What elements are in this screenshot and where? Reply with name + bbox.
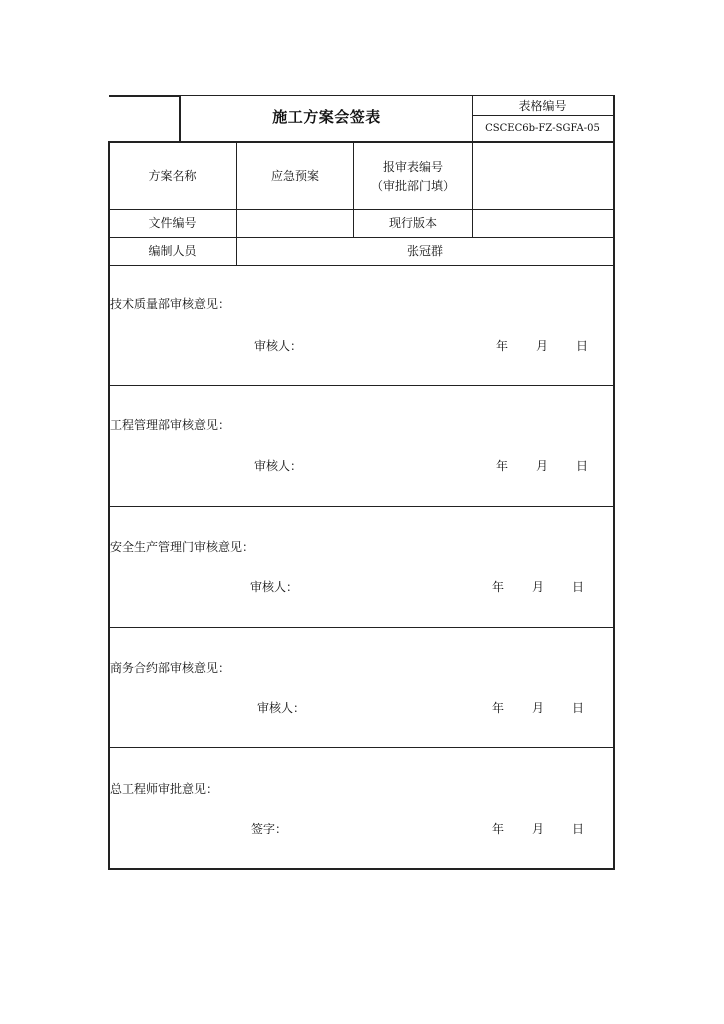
header-bottom-border bbox=[109, 141, 615, 143]
year-label: 年 bbox=[496, 459, 509, 473]
plan-name-value: 应急预案 bbox=[270, 169, 319, 183]
section-title: 商务合约部审核意见： bbox=[110, 661, 231, 675]
month-label: 月 bbox=[536, 459, 549, 473]
report-no-label-line2: （审批部门填） bbox=[370, 179, 455, 193]
section-divider bbox=[109, 627, 614, 628]
year-label: 年 bbox=[492, 701, 505, 715]
info-row-line-1 bbox=[109, 209, 614, 210]
section-divider bbox=[109, 506, 614, 507]
section-divider bbox=[109, 747, 614, 748]
code-label: 表格编号 bbox=[518, 99, 567, 113]
month-label: 月 bbox=[532, 701, 545, 715]
year-label: 年 bbox=[492, 822, 505, 836]
section-divider bbox=[109, 385, 614, 386]
info-row-line-3 bbox=[109, 265, 614, 266]
plan-name-label: 方案名称 bbox=[148, 169, 197, 183]
signer-label: 签字： bbox=[251, 822, 288, 836]
signer-label: 审核人： bbox=[254, 339, 303, 353]
section-title: 工程管理部审核意见： bbox=[110, 418, 231, 432]
month-label: 月 bbox=[536, 339, 549, 353]
year-label: 年 bbox=[492, 580, 505, 594]
day-label: 日 bbox=[576, 339, 589, 353]
version-label: 现行版本 bbox=[388, 216, 437, 230]
month-label: 月 bbox=[532, 580, 545, 594]
header-left-top-border bbox=[109, 95, 181, 97]
section-title: 技术质量部审核意见： bbox=[110, 297, 231, 311]
form-bottom-border bbox=[108, 868, 615, 870]
signer-label: 审核人： bbox=[254, 459, 303, 473]
day-label: 日 bbox=[572, 580, 585, 594]
author-value: 张冠群 bbox=[406, 244, 443, 258]
month-label: 月 bbox=[532, 822, 545, 836]
code-value: CSCEC6b-FZ-SGFA-05 bbox=[485, 123, 600, 134]
file-no-label: 文件编号 bbox=[148, 216, 197, 230]
day-label: 日 bbox=[576, 459, 589, 473]
signer-label: 审核人： bbox=[250, 580, 299, 594]
form-right-border bbox=[613, 95, 615, 870]
info-col-3 bbox=[472, 142, 473, 237]
report-no-label-line1: 报审表编号 bbox=[382, 160, 443, 174]
day-label: 日 bbox=[572, 822, 585, 836]
signer-label: 审核人： bbox=[257, 701, 306, 715]
header-code-split bbox=[472, 115, 615, 116]
year-label: 年 bbox=[496, 339, 509, 353]
header-top-border bbox=[181, 95, 615, 96]
section-title: 安全生产管理门审核意见： bbox=[110, 540, 255, 554]
day-label: 日 bbox=[572, 701, 585, 715]
form-title: 施工方案会签表 bbox=[272, 108, 381, 126]
info-row-line-2 bbox=[109, 237, 614, 238]
section-title: 总工程师审批意见： bbox=[110, 782, 219, 796]
author-label: 编制人员 bbox=[148, 244, 197, 258]
